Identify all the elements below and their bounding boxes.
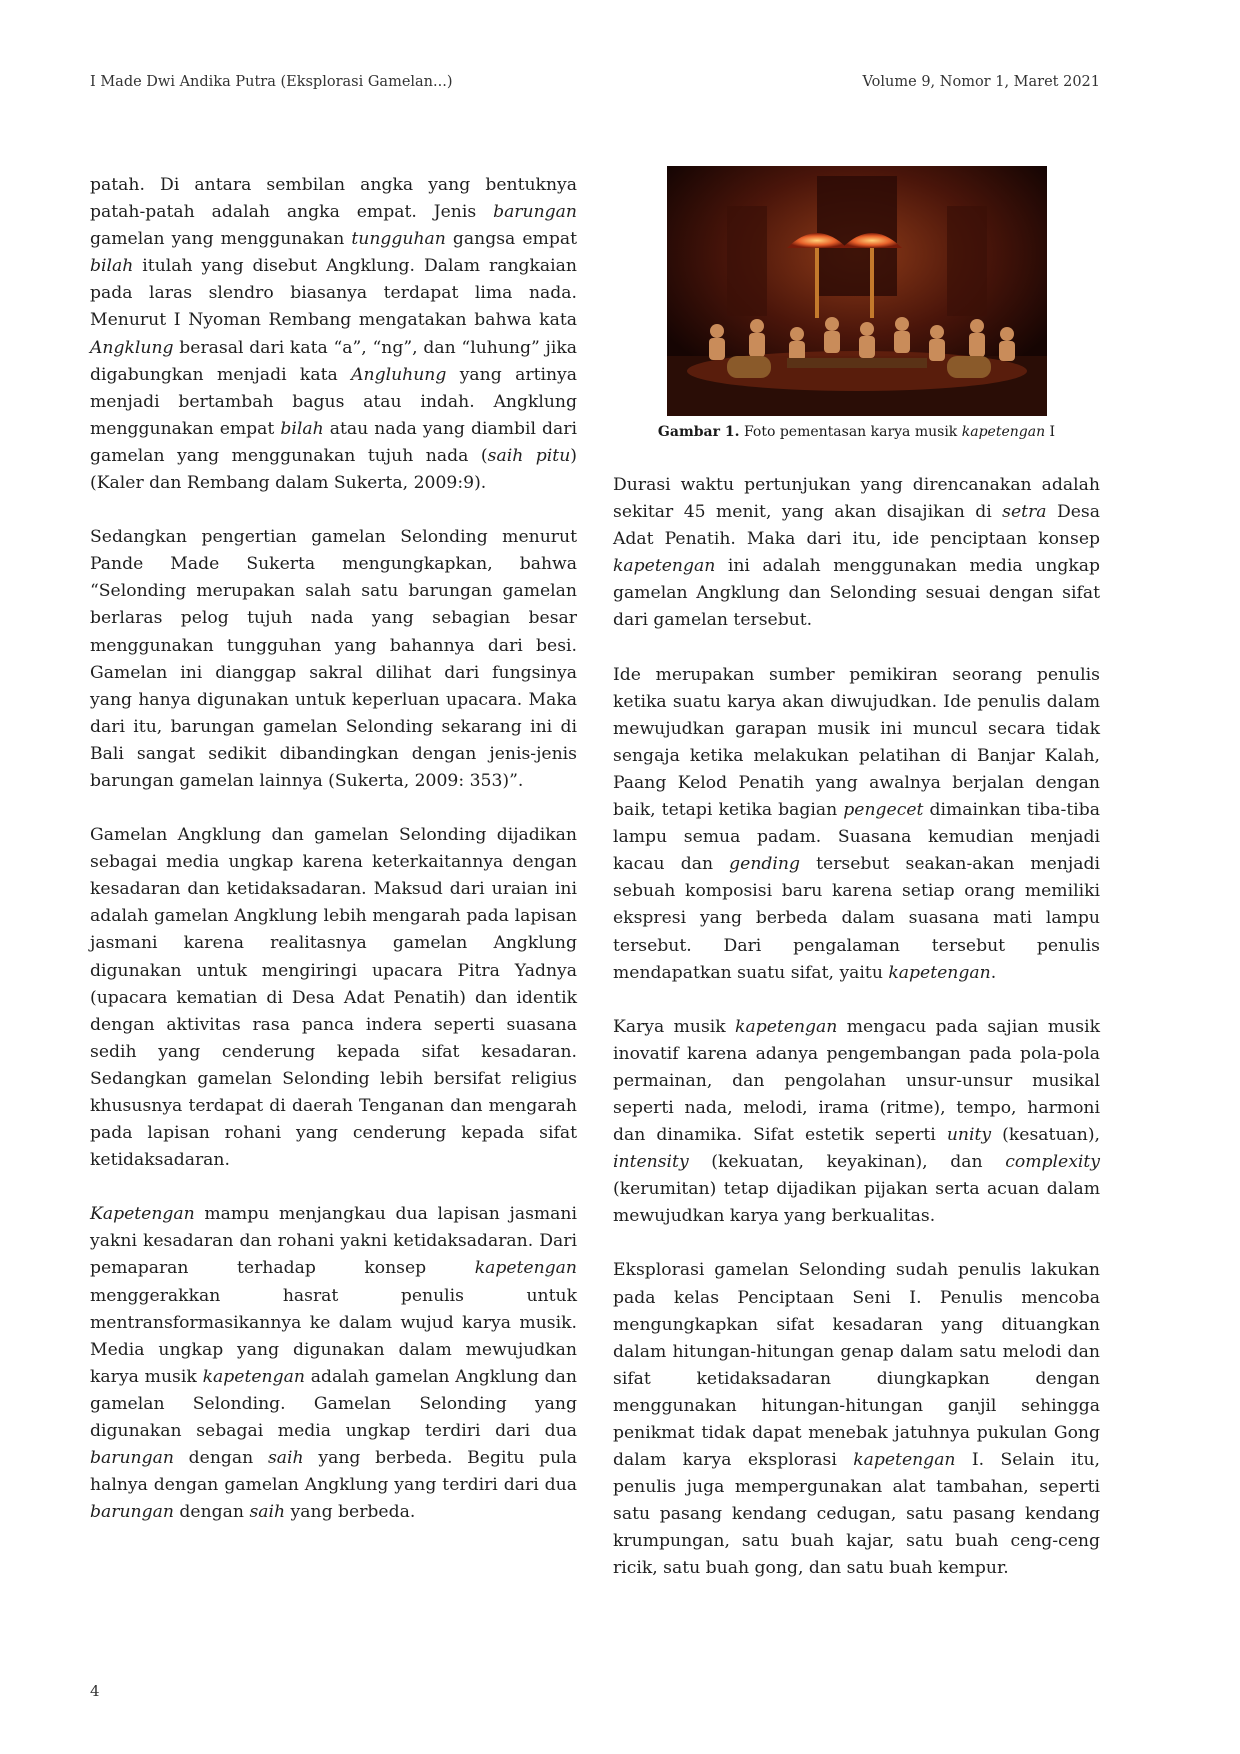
text-run: dimainkan tiba-tiba lampu semua padam. Suasana kemudian menjadi kacau dan xyxy=(613,800,1100,875)
italic-term: complexity xyxy=(1005,1152,1100,1173)
paragraph xyxy=(90,524,577,795)
text-run: itulah yang disebut Angklung. Dalam rangkaian pada laras slendro biasanya terdapat lima nada. Menurut I Nyoman Rembang mengatakan bahwa kata xyxy=(90,256,577,331)
text-run: Gamelan Angklung dan gamelan Selonding dijadikan sebagai media ungkap karena keterkaitannya dengan kesadaran dan ketidaksadaran. Maksud dari uraian ini adalah gamelan Angklung lebih mengarah pada lapisan jasmani karena realitasnya gamelan Angklung digunakan untuk mengiringi upacara Pitra Yadnya (upacara kematian di Desa Adat Penatih) dan identik dengan aktivitas rasa panca indera seperti suasana sedih yang cenderung kepada sifat kesadaran. Sedangkan gamelan Selonding lebih bersifat religius khususnya terdapat di daerah Tenganan dan mengarah pada lapisan rohani yang cenderung kepada sifat ketidaksadaran. xyxy=(90,825,577,1171)
text-run: gamelan yang menggunakan xyxy=(90,229,352,250)
italic-term: kapetengan xyxy=(613,556,716,577)
text-run: Sedangkan pengertian gamelan Selonding menurut Pande Made Sukerta mengungkapkan, bahwa “Selonding merupakan salah satu barungan gamelan berlaras pelog tujuh nada yang sebagian besar menggunakan tungguhan yang bahannya dari besi. Gamelan ini dianggap sakral dilihat dari fungsinya yang hanya digunakan untuk keperluan upacara. Maka dari itu, barungan gamelan Selonding sekarang ini di Bali sangat sedikit dibandingkan dengan jenis-jenis barungan gamelan lainnya (Sukerta, 2009: 353)”. xyxy=(90,527,577,791)
text-run: berasal dari kata “a”, “ng”, dan “luhung” jika digabungkan menjadi kata xyxy=(90,337,577,385)
italic-term: gending xyxy=(729,854,800,875)
text-run: mampu menjangkau dua lapisan jasmani yakni kesadaran dan rohani yakni ketidaksadaran. Dari pemaparan terhadap konsep xyxy=(90,1204,577,1279)
italic-term: barungan xyxy=(493,202,577,223)
text-run: (kesatuan), xyxy=(991,1125,1100,1146)
text-run: dengan xyxy=(173,1448,268,1469)
paragraph xyxy=(90,172,577,497)
text-run: mengacu pada sajian musik inovatif karena adanya pengembangan pada pola-pola permainan, dan pengolahan unsur-unsur musikal seperti nada, melodi, irama (ritme), tempo, harmoni dan dinamika. Sifat estetik seperti xyxy=(613,1016,1100,1146)
left-column xyxy=(90,172,577,1553)
text-run: (kerumitan) tetap dijadikan pijakan serta acuan dalam mewujudkan karya yang berkualitas. xyxy=(613,1179,1100,1227)
italic-term: saih xyxy=(249,1502,286,1523)
italic-term: pengecet xyxy=(843,800,924,821)
paragraph xyxy=(613,1257,1100,1582)
caption-italic: kapetengan xyxy=(961,424,1046,440)
italic-term: kapetengan xyxy=(202,1366,305,1387)
italic-term: saih pitu xyxy=(487,445,571,466)
italic-term: Angluhung xyxy=(351,364,447,385)
italic-term: saih xyxy=(267,1448,304,1469)
italic-term: kapetengan xyxy=(888,962,991,983)
caption-text: Foto pementasan karya musik xyxy=(739,424,962,440)
text-run: ini adalah menggunakan media ungkap gamelan Angklung dan Selonding sesuai dengan sifat dari gamelan tersebut. xyxy=(613,556,1100,631)
text-run: dengan xyxy=(173,1502,250,1523)
header-author-title: I Made Dwi Andika Putra (Eksplorasi Gamelan...) xyxy=(90,74,453,90)
text-run: gangsa empat xyxy=(445,229,577,250)
page-number: 4 xyxy=(90,1682,100,1700)
text-run: yang berbeda. xyxy=(285,1502,416,1523)
text-run: . xyxy=(990,962,997,983)
italic-term: Kapetengan xyxy=(90,1204,195,1225)
header-volume-info: Volume 9, Nomor 1, Maret 2021 xyxy=(862,74,1100,90)
italic-term: kapetengan xyxy=(735,1016,838,1037)
text-run: yang berbeda. Begitu pula halnya dengan gamelan Angklung yang terdiri dari dua xyxy=(90,1448,577,1496)
italic-term: bilah xyxy=(280,418,324,439)
italic-term: tungguhan xyxy=(351,229,446,250)
italic-term: barungan xyxy=(90,1448,174,1469)
paragraph xyxy=(613,472,1100,635)
paragraph xyxy=(90,822,577,1174)
performance-photo xyxy=(667,166,1047,416)
right-column xyxy=(613,472,1100,1610)
running-header xyxy=(90,74,1100,90)
text-run: Eksplorasi gamelan Selonding sudah penulis lakukan pada kelas Penciptaan Seni I. Penulis mencoba mengungkapkan sifat kesadaran yang dituangkan dalam hitungan-hitungan genap dalam satu melodi dan sifat ketidaksadaran diungkapkan dengan menggunakan hitungan-hitungan ganjil sehingga penikmat tidak dapat menebak jatuhnya pukulan Gong dalam karya eksplorasi xyxy=(613,1260,1100,1471)
text-run: Durasi waktu pertunjukan yang direncanakan adalah sekitar 45 menit, yang akan disajikan di xyxy=(613,475,1100,523)
text-run: adalah gamelan Angklung dan gamelan Selonding. Gamelan Selonding yang digunakan sebagai media ungkap terdiri dari dua xyxy=(90,1366,577,1442)
italic-term: barungan xyxy=(90,1502,174,1523)
text-run: atau nada yang diambil dari gamelan yang menggunakan tujuh nada ( xyxy=(90,418,577,466)
text-run: Desa Adat Penatih. Maka dari itu, ide penciptaan konsep xyxy=(613,502,1100,550)
text-run: menggerakkan hasrat penulis untuk mentransformasikannya ke dalam wujud karya musik. Media ungkap yang digunakan dalam mewujudkan karya musik xyxy=(90,1285,577,1387)
text-run: patah. Di antara sembilan angka yang bentuknya patah-patah adalah angka empat. Jenis xyxy=(90,175,577,223)
italic-term: intensity xyxy=(613,1152,689,1173)
figure-caption xyxy=(613,424,1100,440)
figure-1 xyxy=(613,166,1100,440)
paragraph xyxy=(613,662,1100,987)
italic-term: kapetengan xyxy=(853,1450,956,1471)
text-run: (kekuatan, keyakinan), dan xyxy=(688,1152,1006,1173)
figure-label: Gambar 1. xyxy=(657,424,740,440)
italic-term: kapetengan xyxy=(474,1258,577,1279)
italic-term: setra xyxy=(1002,502,1047,523)
text-run: yang artinya menjadi bertambah bagus atau indah. Angklung menggunakan empat xyxy=(90,364,577,439)
italic-term: bilah xyxy=(90,256,134,277)
italic-term: unity xyxy=(946,1125,992,1146)
text-run: Karya musik xyxy=(613,1016,736,1037)
text-run: Ide merupakan sumber pemikiran seorang penulis ketika suatu karya akan diwujudkan. Ide penulis dalam mewujudkan garapan musik ini muncul secara tidak sengaja ketika melakukan pelatihan di Banjar Kalah, Paang Kelod Penatih yang awalnya berjalan dengan baik, tetapi ketika bagian xyxy=(613,664,1100,821)
text-run: tersebut seakan-akan menjadi sebuah komposisi baru karena setiap orang memiliki ekspresi yang berbeda dalam suasana mati lampu tersebut. Dari pengalaman tersebut penulis mendapatkan suatu sifat, yaitu xyxy=(613,854,1100,983)
caption-suffix: I xyxy=(1045,424,1056,440)
paragraph xyxy=(90,1201,577,1526)
paragraph xyxy=(613,1014,1100,1231)
text-run: ) (Kaler dan Rembang dalam Sukerta, 2009:9). xyxy=(90,445,577,494)
italic-term: Angklung xyxy=(90,337,174,358)
text-run: I. Selain itu, penulis juga mempergunakan alat tambahan, seperti satu pasang kendang cedugan, satu pasang kendang krumpungan, satu buah kajar, satu buah ceng-ceng ricik, satu buah gong, dan satu buah kempur. xyxy=(613,1450,1100,1579)
